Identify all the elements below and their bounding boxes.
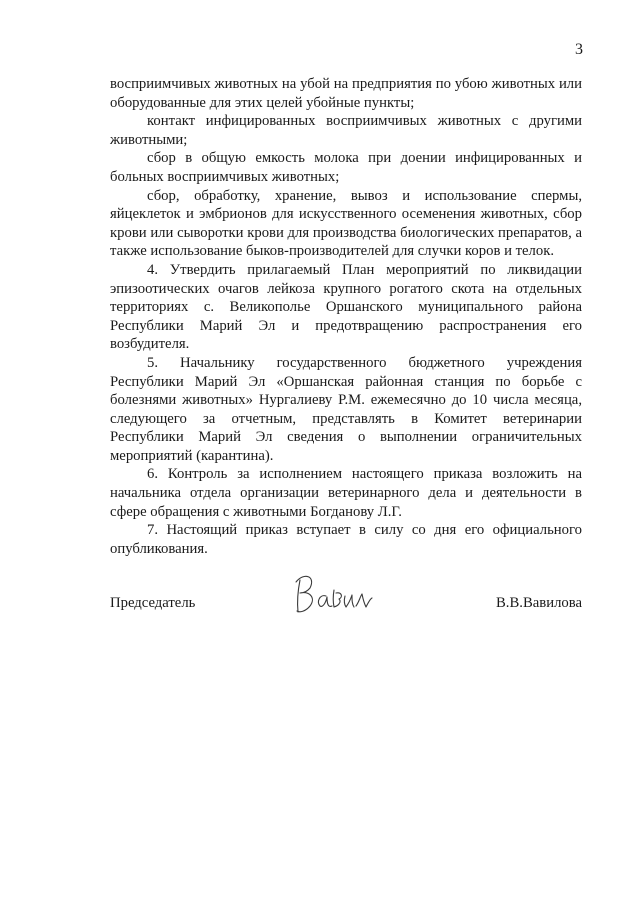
paragraph-sperm: сбор, обработку, хранение, вывоз и использование спермы, яйцеклеток и эмбрионов для искусственного осеменения животных, сбор крови или сыворотки крови для производства биологических препаратов, а также использование быков-производителей для случки коров и телок.: [110, 187, 582, 260]
paragraph-item-6: 6. Контроль за исполнением настоящего приказа возложить на начальника отдела организации ветеринарного дела и деятельности в сфере обращения с животными Богданову Л.Г.: [110, 466, 582, 520]
signer-name: В.В.Вавилова: [496, 595, 582, 611]
paragraph-contact: контакт инфицированных восприимчивых животных с другими животными;: [110, 113, 582, 148]
paragraph-item-4: 4. Утвердить прилагаемый План мероприятий по ликвидации эпизоотических очагов лейкоза крупного рогатого скота на отдельных территориях с. Великополье Оршанского муниципального района Республики Марий Эл и предотвращению распространения его возбудителя.: [110, 261, 582, 353]
handwritten-signature: [286, 562, 376, 622]
paragraph-milk: сбор в общую емкость молока при доении инфицированных и больных восприимчивых животных;: [110, 150, 582, 185]
paragraph-item-7: 7. Настоящий приказ вступает в силу со дня его официального опубликования.: [110, 522, 582, 557]
signature-drawing: [286, 562, 376, 622]
document-body: [110, 75, 582, 558]
paragraph-item-5: 5. Начальнику государственного бюджетного учреждения Республики Марий Эл «Оршанская районная станция по борьбе с болезнями животных» Нургалиеву Р.М. ежемесячно до 10 числа месяца, следующего за отчетным, представлять в Комитет ветеринарии Республики Марий Эл сведения о выполнении ограничительных мероприятий (карантина).: [110, 354, 582, 464]
signature-block: [110, 590, 582, 620]
paragraph-continuation: восприимчивых животных на убой на предприятия по убою животных или оборудованные для этих целей убойные пункты;: [110, 76, 582, 111]
page-number: 3: [575, 41, 583, 58]
signer-role: Председатель: [110, 595, 196, 611]
